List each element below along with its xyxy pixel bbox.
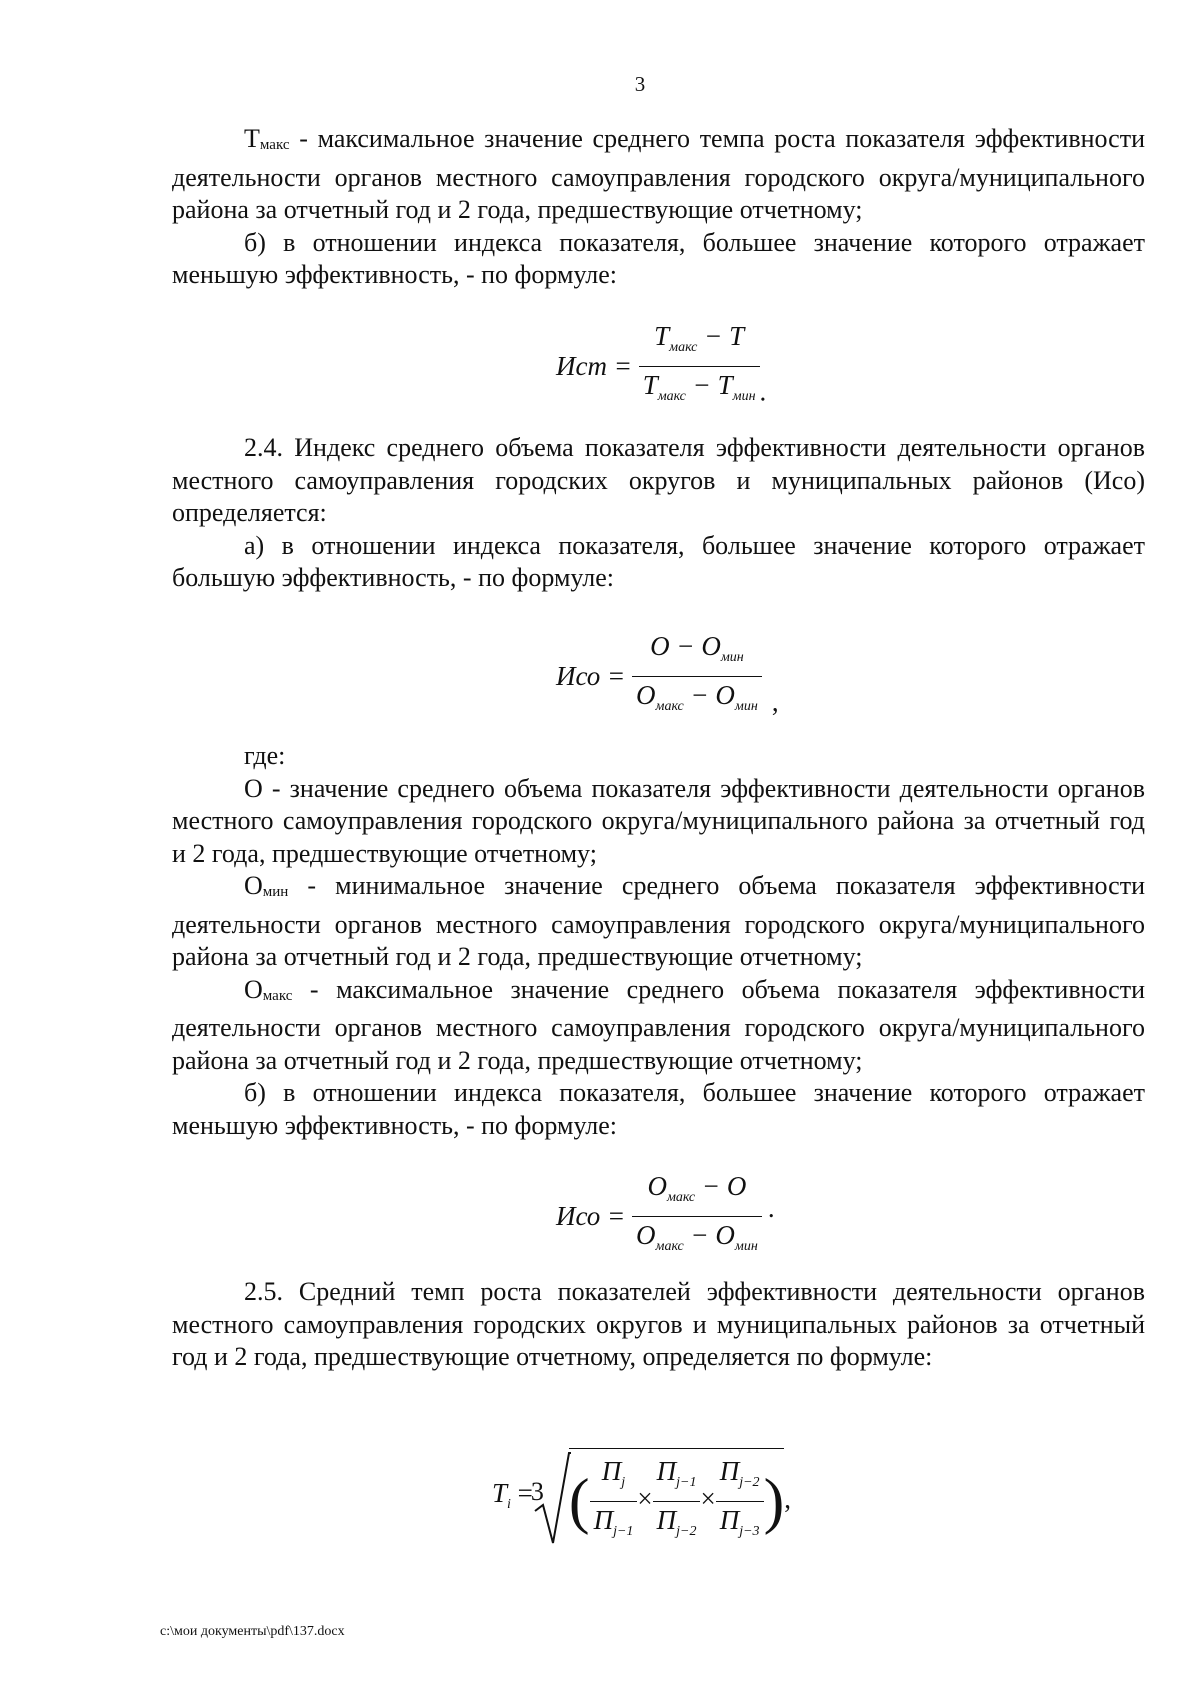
paragraph-o-min-text: - минимальное значение среднего объема показателя эффективности деятельности органов местного самоуправления городского округа/муниципального района за отчетный год и 2 года, предшествующие отчетному; [172, 871, 1145, 971]
cube-root [530, 1448, 785, 1550]
text-block-2 [172, 432, 1145, 595]
text-block-3 [172, 740, 1145, 1142]
formula-ti [492, 1448, 791, 1550]
times-2: × [700, 1483, 716, 1514]
ratio-3: $\frac{П_{j-2}}{П_{j-3}}$ [716, 1453, 764, 1550]
symbol-o-min-subscript: мин [262, 884, 289, 900]
formula-iso-a-comma: , [771, 686, 779, 717]
symbol-o-max: О [244, 974, 263, 1004]
formula-iso-a [556, 628, 779, 725]
text-block-1 [172, 123, 1145, 292]
paragraph-o-min [172, 870, 1145, 974]
paragraph-o-def: О - значение среднего объема показателя эффективности деятельности органов местного самоуправления городского округа/муниципального района за отчетный год и 2 года, предшествующие отчетному; [172, 773, 1145, 868]
formula-iso-b-numerator: $O_{макс} - O$ [632, 1168, 762, 1217]
text-block-4 [172, 1276, 1145, 1374]
paragraph-o-max [172, 974, 1145, 1078]
paragraph-where: где: [244, 741, 286, 770]
formula-ti-lhs: $T_i$ = [492, 1477, 533, 1512]
formula-ist-denominator: $T_{макс} - T_{мин}$ [642, 370, 756, 404]
page-number: 3 [634, 72, 646, 96]
symbol-t: Т [244, 124, 260, 153]
file-path-footer: c:\мои документы\pdf\137.docx [160, 1624, 345, 1639]
formula-ti-comma: , [784, 1483, 791, 1514]
formula-ist-fraction [639, 318, 760, 415]
radicand [569, 1448, 784, 1550]
formula-iso-b-lhs: Исо = [556, 1201, 626, 1232]
paragraph-t-max-text: - максимальное значение среднего темпа роста показателя эффективности деятельности органов местного самоуправления городского округа/муниципального района за отчетный год и 2 года, предшествующие отчетному; [172, 124, 1145, 224]
ratio-1: $\frac{П_j}{П_{j-1}}$ [590, 1453, 638, 1550]
paragraph-item-a: а) в отношении индекса показателя, большее значение которого отражает большую эффективность, - по формуле: [172, 530, 1145, 592]
formula-iso-a-fraction [632, 628, 762, 725]
root-index: 3 [530, 1477, 544, 1506]
formula-iso-b-denominator: $O_{макс} - O_{мин}$ [636, 1220, 758, 1254]
times-1: × [637, 1483, 653, 1514]
paragraph-2-4: 2.4. Индекс среднего объема показателя эффективности деятельности органов местного самоуправления городских округов и муниципальных районов (Исо) определяется: [172, 433, 1145, 527]
formula-iso-a-numerator: $O - O_{мин}$ [632, 628, 762, 677]
paren-left: ( [568, 1467, 590, 1536]
paragraph-2-5: 2.5. Средний темп роста показателей эффективности деятельности органов местного самоуправления городских округов и муниципальных районов за отчетный год и 2 года, предшествующие отчетному, определяется по формуле: [172, 1277, 1145, 1371]
paren-right: ) [763, 1467, 785, 1536]
ratio-2: $\frac{П_{j-1}}{П_{j-2}}$ [653, 1453, 701, 1550]
formula-ist-period: . [759, 376, 767, 407]
formula-iso-a-lhs: Исо = [556, 661, 626, 692]
paragraph-t-max [172, 123, 1145, 227]
formula-iso-b [556, 1168, 775, 1265]
formula-iso-b-period: . [767, 1192, 775, 1223]
symbol-t-subscript: макс [259, 137, 290, 153]
formula-iso-b-fraction [632, 1168, 762, 1265]
formula-iso-a-denominator: $O_{макс} - O_{мин}$ [636, 680, 758, 714]
symbol-o-max-subscript: макс [262, 987, 293, 1004]
formula-ist-numerator: $T_{макс} - T$ [639, 318, 760, 367]
paragraph-item-b-1: б) в отношении индекса показателя, большее значение которого отражает меньшую эффективность, - по формуле: [172, 227, 1145, 289]
symbol-o-min: О [244, 871, 263, 900]
formula-ist [556, 318, 766, 415]
paragraph-o-max-text: - максимальное значение среднего объема показателя эффективности деятельности органов местного самоуправления городского округа/муниципального района за отчетный год и 2 года, предшествующие отчетному; [172, 974, 1145, 1075]
formula-ist-lhs: Ист = [556, 351, 632, 382]
paragraph-item-b-2: б) в отношении индекса показателя, большее значение которого отражает меньшую эффективность, - по формуле: [172, 1078, 1145, 1140]
